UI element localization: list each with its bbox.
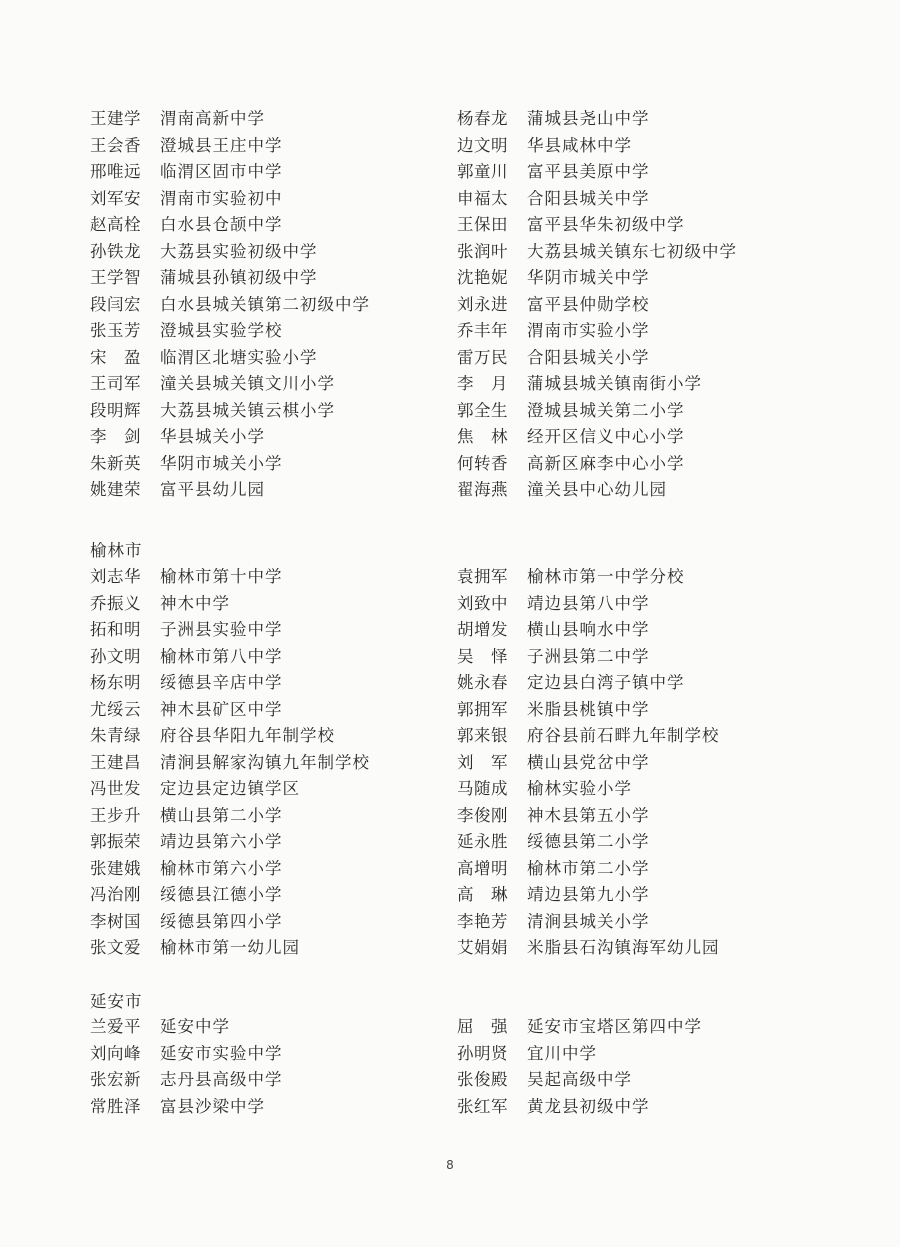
teacher-name: 孙明贤 [457, 1043, 508, 1063]
list-item [457, 106, 650, 133]
teacher-name: 朱青绿 [90, 726, 141, 745]
teacher-name: 王会香 [90, 135, 141, 155]
list-item [90, 882, 283, 909]
list-item [90, 212, 283, 239]
list-item [457, 803, 650, 830]
school-name: 合阳县城关中学 [527, 188, 650, 208]
teacher-name: 姚永春 [457, 673, 508, 692]
table-row [0, 935, 900, 962]
school-name: 华阴市城关中学 [527, 268, 650, 287]
teacher-name: 焦 林 [457, 427, 508, 446]
school-name: 子洲县第二中学 [527, 646, 650, 666]
teacher-name: 高增明 [457, 858, 508, 878]
table-row [0, 159, 900, 186]
school-name: 延安市宝塔区第四中学 [527, 1017, 702, 1036]
list-item [90, 909, 283, 936]
table-row [0, 398, 900, 425]
teacher-name: 张宏新 [90, 1070, 141, 1089]
list-item [90, 1067, 283, 1094]
section-heading-yanan: 延安市 [90, 992, 143, 1011]
school-name: 潼关县城关镇文川小学 [160, 374, 335, 393]
teacher-name: 冯治刚 [90, 885, 141, 904]
school-name: 横山县第二小学 [160, 805, 283, 825]
school-name: 吴起高级中学 [527, 1070, 632, 1089]
list-item [90, 829, 283, 856]
table-row [0, 909, 900, 936]
table-row [0, 644, 900, 671]
list-item [457, 398, 685, 425]
list-item [457, 776, 632, 803]
teacher-name: 刘 军 [457, 752, 508, 772]
teacher-name: 胡增发 [457, 620, 508, 639]
teacher-name: 张俊殿 [457, 1070, 508, 1089]
list-item [90, 935, 300, 962]
school-name: 清涧县解家沟镇九年制学校 [160, 752, 370, 772]
list-item [457, 935, 720, 962]
page-number: 8 [446, 1158, 454, 1172]
teacher-name: 雷万民 [457, 347, 508, 367]
list-item [457, 1014, 702, 1041]
table-row [0, 882, 900, 909]
list-item [90, 1094, 265, 1121]
school-name: 府谷县华阳九年制学校 [160, 726, 335, 745]
list-item [457, 564, 685, 591]
teacher-name: 李 月 [457, 374, 508, 393]
teacher-name: 李艳芳 [457, 911, 508, 931]
teacher-name: 王司军 [90, 374, 141, 393]
list-item [90, 803, 283, 830]
school-name: 蒲城县城关镇南街小学 [527, 374, 702, 393]
table-row [0, 670, 900, 697]
list-item [457, 670, 685, 697]
school-name: 榆林市第八中学 [160, 646, 283, 666]
school-name: 华县城关小学 [160, 427, 265, 446]
list-item [90, 159, 283, 186]
list-item [90, 697, 283, 724]
yanan-list [0, 1014, 900, 1120]
school-name: 澄城县王庄中学 [160, 135, 283, 155]
teacher-name: 孙铁龙 [90, 241, 141, 261]
teacher-name: 孙文明 [90, 646, 141, 666]
teacher-name: 段闫宏 [90, 294, 141, 314]
list-item [457, 345, 650, 372]
teacher-name: 屈 强 [457, 1017, 508, 1036]
table-row [0, 424, 900, 451]
teacher-name: 袁拥军 [457, 567, 508, 586]
table-row [0, 371, 900, 398]
school-name: 榆林市第二小学 [527, 858, 650, 878]
school-name: 志丹县高级中学 [160, 1070, 283, 1089]
teacher-name: 杨东明 [90, 673, 141, 692]
teacher-name: 艾娟娟 [457, 938, 508, 957]
school-name: 横山县响水中学 [527, 620, 650, 639]
list-item [90, 670, 283, 697]
table-row [0, 803, 900, 830]
school-name: 合阳县城关小学 [527, 347, 650, 367]
table-row [0, 697, 900, 724]
list-item [457, 477, 667, 504]
table-row [0, 318, 900, 345]
list-item [90, 265, 318, 292]
school-name: 宜川中学 [527, 1043, 597, 1063]
list-item [90, 186, 283, 213]
list-item [90, 644, 283, 671]
school-name: 大荔县实验初级中学 [160, 241, 318, 261]
school-name: 靖边县第八中学 [527, 593, 650, 613]
school-name: 临渭区固市中学 [160, 162, 283, 181]
school-name: 黄龙县初级中学 [527, 1096, 650, 1116]
table-row [0, 1094, 900, 1121]
table-row [0, 186, 900, 213]
table-row [0, 1014, 900, 1041]
teacher-name: 何转香 [457, 453, 508, 473]
school-name: 华阴市城关小学 [160, 453, 283, 473]
list-item [90, 451, 283, 478]
table-row [0, 723, 900, 750]
teacher-name: 李俊刚 [457, 805, 508, 825]
list-item [90, 345, 318, 372]
school-name: 神木县矿区中学 [160, 699, 283, 719]
table-row [0, 239, 900, 266]
teacher-name: 马随成 [457, 779, 508, 798]
school-name: 绥德县江德小学 [160, 885, 283, 904]
list-item [457, 697, 650, 724]
table-row [0, 1067, 900, 1094]
list-item [457, 1094, 650, 1121]
teacher-name: 尤绥云 [90, 699, 141, 719]
list-item [90, 318, 283, 345]
teacher-name: 郭拥军 [457, 699, 508, 719]
school-name: 横山县党岔中学 [527, 752, 650, 772]
list-item [90, 591, 230, 618]
list-item [90, 292, 370, 319]
school-name: 绥德县第四小学 [160, 911, 283, 931]
school-name: 神木县第五小学 [527, 805, 650, 825]
school-name: 富县沙梁中学 [160, 1096, 265, 1116]
list-item [90, 106, 265, 133]
school-name: 子洲县实验中学 [160, 620, 283, 639]
school-name: 富平县美原中学 [527, 162, 650, 181]
teacher-name: 刘向峰 [90, 1043, 141, 1063]
school-name: 潼关县中心幼儿园 [527, 480, 667, 499]
teacher-name: 冯世发 [90, 779, 141, 798]
school-name: 延安中学 [160, 1017, 230, 1036]
list-item [90, 133, 283, 160]
school-name: 富平县华朱初级中学 [527, 215, 685, 234]
list-item [90, 1014, 230, 1041]
school-name: 经开区信义中心小学 [527, 427, 685, 446]
weinan-list [0, 106, 900, 504]
teacher-name: 张玉芳 [90, 321, 141, 340]
school-name: 澄城县城关第二小学 [527, 400, 685, 420]
teacher-name: 李树国 [90, 911, 141, 931]
list-item [457, 318, 650, 345]
list-item [457, 856, 650, 883]
teacher-name: 赵高栓 [90, 215, 141, 234]
school-name: 清涧县城关小学 [527, 911, 650, 931]
school-name: 榆林市第十中学 [160, 567, 283, 586]
school-name: 华县咸林中学 [527, 135, 632, 155]
teacher-name: 吴 怿 [457, 646, 508, 666]
teacher-name: 朱新英 [90, 453, 141, 473]
list-item [457, 591, 650, 618]
table-row [0, 829, 900, 856]
list-item [457, 265, 650, 292]
teacher-name: 乔丰年 [457, 321, 508, 340]
teacher-name: 王学智 [90, 268, 141, 287]
section-heading-yulin: 榆林市 [90, 541, 143, 560]
teacher-name: 王建学 [90, 109, 141, 128]
teacher-name: 申福太 [457, 188, 508, 208]
list-item [90, 617, 283, 644]
list-item [90, 477, 265, 504]
school-name: 神木中学 [160, 593, 230, 613]
teacher-name: 刘军安 [90, 188, 141, 208]
teacher-name: 延永胜 [457, 832, 508, 851]
list-item [457, 212, 685, 239]
table-row [0, 212, 900, 239]
list-item [90, 398, 335, 425]
teacher-name: 拓和明 [90, 620, 141, 639]
table-row [0, 292, 900, 319]
teacher-name: 张红军 [457, 1096, 508, 1116]
list-item [90, 856, 283, 883]
school-name: 白水县城关镇第二初级中学 [160, 294, 370, 314]
teacher-name: 王保田 [457, 215, 508, 234]
school-name: 榆林市第一幼儿园 [160, 938, 300, 957]
list-item [457, 723, 720, 750]
teacher-name: 宋 盈 [90, 347, 141, 367]
teacher-name: 段明辉 [90, 400, 141, 420]
teacher-name: 张文爱 [90, 938, 141, 957]
teacher-name: 郭全生 [457, 400, 508, 420]
list-item [457, 451, 685, 478]
school-name: 延安市实验中学 [160, 1043, 283, 1063]
list-item [457, 750, 650, 777]
list-item [457, 424, 685, 451]
school-name: 定边县定边镇学区 [160, 779, 300, 798]
school-name: 澄城县实验学校 [160, 321, 283, 340]
teacher-name: 王步升 [90, 805, 141, 825]
yulin-list [0, 564, 900, 962]
list-item [457, 617, 650, 644]
teacher-name: 郭振荣 [90, 832, 141, 851]
teacher-name: 翟海燕 [457, 480, 508, 499]
table-row [0, 591, 900, 618]
list-item [457, 829, 650, 856]
list-item [457, 371, 702, 398]
school-name: 富平县仲勋学校 [527, 294, 650, 314]
school-name: 高新区麻李中心小学 [527, 453, 685, 473]
list-item [457, 1041, 597, 1068]
teacher-name: 兰爱平 [90, 1017, 141, 1036]
list-item [457, 882, 650, 909]
teacher-name: 沈艳妮 [457, 268, 508, 287]
table-row [0, 451, 900, 478]
table-row [0, 1041, 900, 1068]
list-item [90, 723, 335, 750]
school-name: 渭南高新中学 [160, 109, 265, 128]
teacher-name: 杨春龙 [457, 109, 508, 128]
list-item [90, 750, 370, 777]
list-item [457, 133, 632, 160]
teacher-name: 邢唯远 [90, 162, 141, 181]
list-item [457, 239, 737, 266]
teacher-name: 乔振义 [90, 593, 141, 613]
teacher-name: 刘致中 [457, 593, 508, 613]
school-name: 榆林实验小学 [527, 779, 632, 798]
list-item [457, 644, 650, 671]
list-item [457, 1067, 632, 1094]
school-name: 靖边县第九小学 [527, 885, 650, 904]
school-name: 定边县白湾子镇中学 [527, 673, 685, 692]
list-item [90, 239, 318, 266]
school-name: 米脂县桃镇中学 [527, 699, 650, 719]
table-row [0, 345, 900, 372]
school-name: 渭南市实验初中 [160, 188, 283, 208]
school-name: 富平县幼儿园 [160, 480, 265, 499]
teacher-name: 张润叶 [457, 241, 508, 261]
school-name: 榆林市第一中学分校 [527, 567, 685, 586]
table-row [0, 564, 900, 591]
table-row [0, 265, 900, 292]
list-item [457, 292, 650, 319]
list-item [90, 1041, 283, 1068]
school-name: 大荔县城关镇云棋小学 [160, 400, 335, 420]
list-item [90, 371, 335, 398]
table-row [0, 133, 900, 160]
school-name: 府谷县前石畔九年制学校 [527, 726, 720, 745]
school-name: 临渭区北塘实验小学 [160, 347, 318, 367]
school-name: 榆林市第六小学 [160, 858, 283, 878]
table-row [0, 106, 900, 133]
teacher-name: 王建昌 [90, 752, 141, 772]
teacher-name: 郭来银 [457, 726, 508, 745]
school-name: 绥德县辛店中学 [160, 673, 283, 692]
table-row [0, 776, 900, 803]
school-name: 渭南市实验小学 [527, 321, 650, 340]
list-item [457, 186, 650, 213]
school-name: 大荔县城关镇东七初级中学 [527, 241, 737, 261]
table-row [0, 477, 900, 504]
list-item [90, 776, 300, 803]
school-name: 米脂县石沟镇海军幼儿园 [527, 938, 720, 957]
teacher-name: 高 琳 [457, 885, 508, 904]
teacher-name: 刘永进 [457, 294, 508, 314]
table-row [0, 617, 900, 644]
teacher-name: 郭童川 [457, 162, 508, 181]
teacher-name: 常胜泽 [90, 1096, 141, 1116]
teacher-name: 刘志华 [90, 567, 141, 586]
school-name: 绥德县第二小学 [527, 832, 650, 851]
teacher-name: 边文明 [457, 135, 508, 155]
list-item [90, 564, 283, 591]
school-name: 靖边县第六小学 [160, 832, 283, 851]
teacher-name: 张建娥 [90, 858, 141, 878]
school-name: 白水县仓颉中学 [160, 215, 283, 234]
table-row [0, 750, 900, 777]
table-row [0, 856, 900, 883]
list-item [90, 424, 265, 451]
list-item [457, 909, 650, 936]
school-name: 蒲城县尧山中学 [527, 109, 650, 128]
teacher-name: 李 剑 [90, 427, 141, 446]
school-name: 蒲城县孙镇初级中学 [160, 268, 318, 287]
list-item [457, 159, 650, 186]
teacher-name: 姚建荣 [90, 480, 141, 499]
